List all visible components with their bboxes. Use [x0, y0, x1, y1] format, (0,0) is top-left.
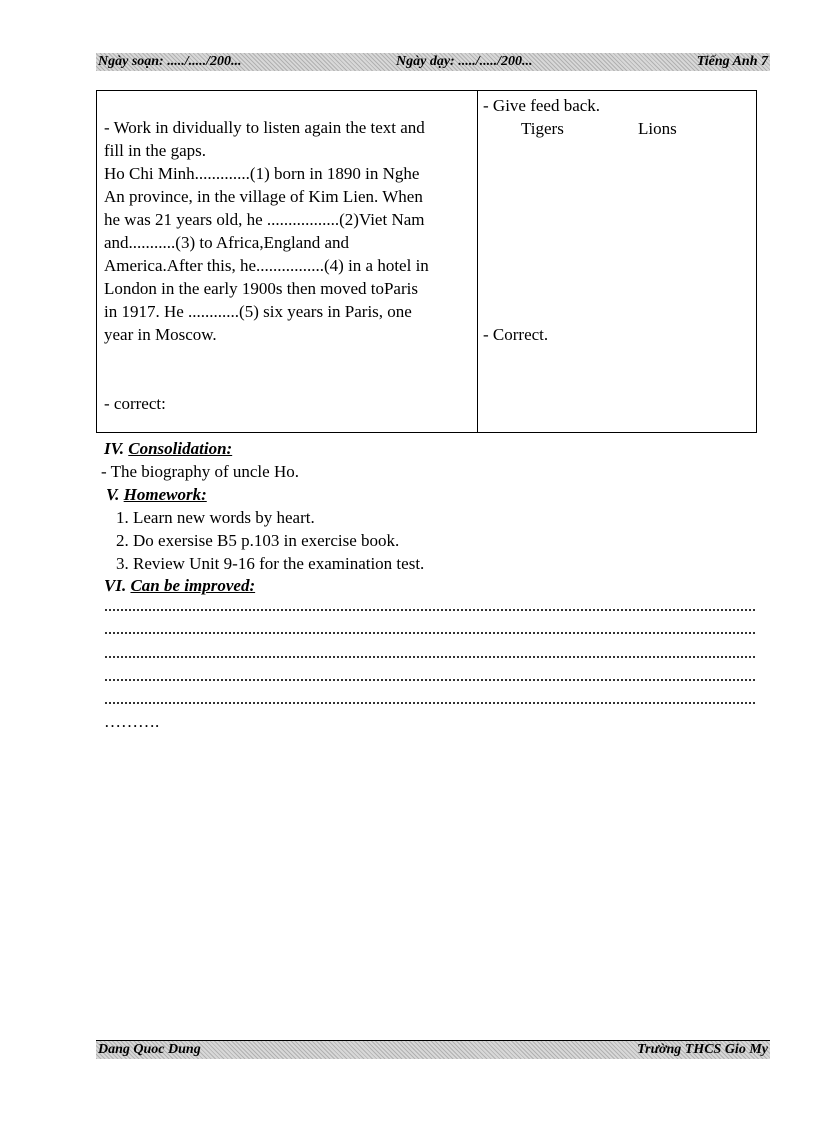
- give-feedback-text: - Give feed back.: [483, 96, 601, 115]
- consolidation-heading: [104, 437, 232, 460]
- left-cell-line: - Work in dividually to listen again the text and: [104, 118, 425, 137]
- left-cell-line: Ho Chi Minh.............(1) born in 1890 in Nghe: [104, 164, 420, 183]
- team-lions: Lions: [638, 119, 677, 138]
- school-name: Trường THCS Gio My: [637, 1042, 768, 1057]
- consolidation-title: Consolidation:: [128, 439, 233, 458]
- consolidation-number: IV.: [104, 439, 125, 458]
- improved-heading: [104, 574, 255, 597]
- page-footer: [96, 1040, 770, 1059]
- improved-number: VI.: [104, 576, 127, 595]
- team-tigers: Tigers: [521, 119, 564, 138]
- left-cell-line: London in the early 1900s then moved toParis: [104, 279, 418, 298]
- left-cell-correct: - correct:: [104, 394, 166, 413]
- left-cell-line: he was 21 years old, he .................(2)Viet Nam: [104, 210, 425, 229]
- left-cell-line: An province, in the village of Kim Lien. When: [104, 187, 423, 206]
- date-prepared: Ngày soạn: ...../...../200...: [98, 54, 242, 69]
- homework-number: V.: [106, 485, 120, 504]
- dotted-line: [104, 609, 757, 611]
- left-cell-line: in 1917. He ............(5) six years in Paris, one: [104, 302, 412, 321]
- homework-item: 2. Do exersise B5 p.103 in exercise book.: [116, 531, 400, 550]
- left-cell-line: year in Moscow.: [104, 325, 217, 344]
- homework-title: Homework:: [123, 485, 207, 504]
- dotted-line: [104, 632, 757, 634]
- homework-item: 3. Review Unit 9-16 for the examination test.: [116, 554, 425, 573]
- author-name: Dang Quoc Dung: [98, 1042, 201, 1057]
- left-cell-line: America.After this, he................(4) in a hotel in: [104, 256, 429, 275]
- improved-title: Can be improved:: [130, 576, 256, 595]
- dotted-line: [104, 702, 757, 704]
- homework-item: 1. Learn new words by heart.: [116, 508, 315, 527]
- dotted-line: [104, 656, 757, 658]
- right-cell-correct: - Correct.: [483, 325, 549, 344]
- homework-heading: [106, 483, 207, 506]
- column-divider: [477, 91, 478, 432]
- consolidation-text: - The biography of uncle Ho.: [101, 462, 299, 481]
- lesson-table: [96, 90, 757, 433]
- page-header: [96, 53, 770, 71]
- dotted-line-end: ……….: [104, 712, 160, 731]
- subject-title: Tiếng Anh 7: [696, 54, 768, 69]
- dotted-line: [104, 679, 757, 681]
- left-cell-line: fill in the gaps.: [104, 141, 206, 160]
- left-cell-line: and...........(3) to Africa,England and: [104, 233, 350, 252]
- date-taught: Ngày dạy: ...../...../200...: [396, 54, 533, 69]
